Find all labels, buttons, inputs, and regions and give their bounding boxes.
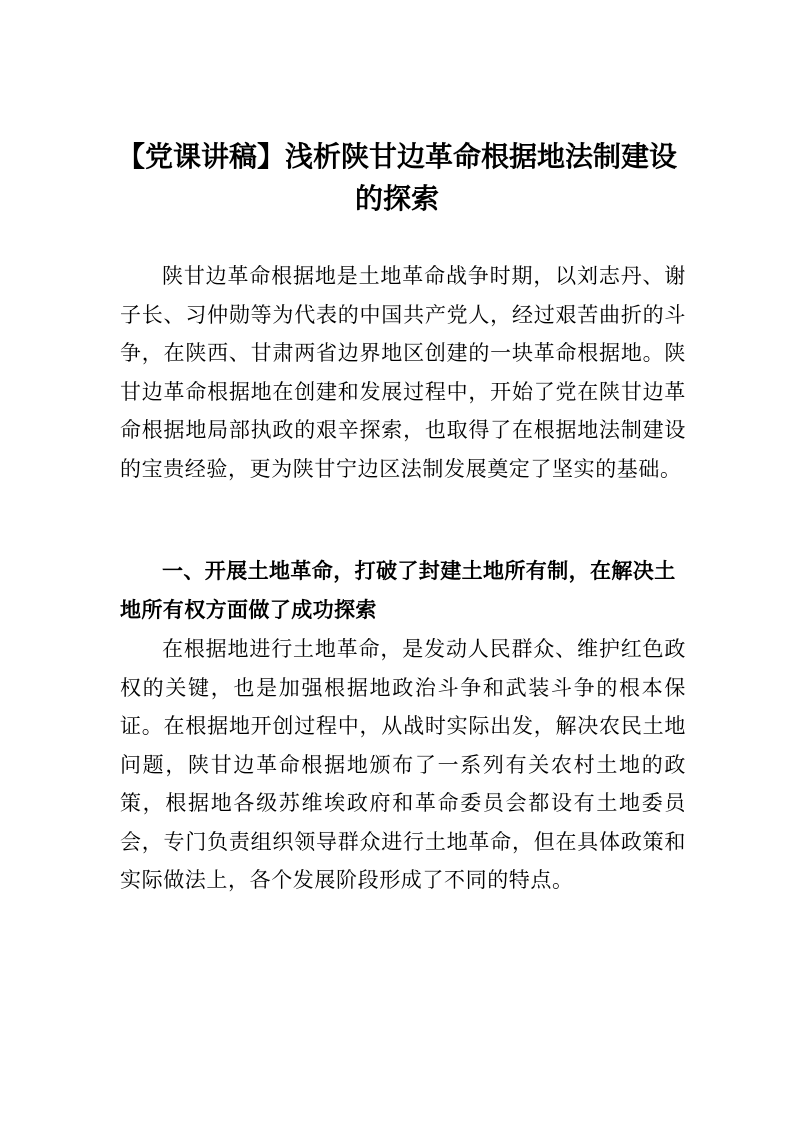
body-paragraph-intro: 陕甘边革命根据地是土地革命战争时期，以刘志丹、谢子长、习仲勋等为代表的中国共产党人，经过艰苦曲折的斗争，在陕西、甘肃两省边界地区创建的一块革命根据地。陕甘边革命根据地在创建和发展过程中，开始了党在陕甘边革命根据地局部执政的艰辛探索，也取得了在根据地法制建设的宝贵经验，更为陕甘宁边区法制发展奠定了坚实的基础。 bbox=[120, 264, 686, 481]
body-paragraph-land-revolution: 在根据地进行土地革命，是发动人民群众、维护红色政权的关键，也是加强根据地政治斗争和武装斗争的根本保证。在根据地开创过程中，从战时实际出发，解决农民土地问题，陕甘边革命根据地颁布了一系列有关农村土地的政策，根据地各级苏维埃政府和革命委员会都设有土地委员会，专门负责组织领导群众进行土地革命，但在具体政策和实际做法上，各个发展阶段形成了不同的特点。 bbox=[120, 637, 686, 892]
document-title: 【党课讲稿】浅析陕甘边革命根据地法制建设的探索 bbox=[116, 140, 677, 215]
section-heading: 一、开展土地革命，打破了封建土地所有制，在解决土地所有权方面做了成功探索 bbox=[120, 559, 676, 622]
